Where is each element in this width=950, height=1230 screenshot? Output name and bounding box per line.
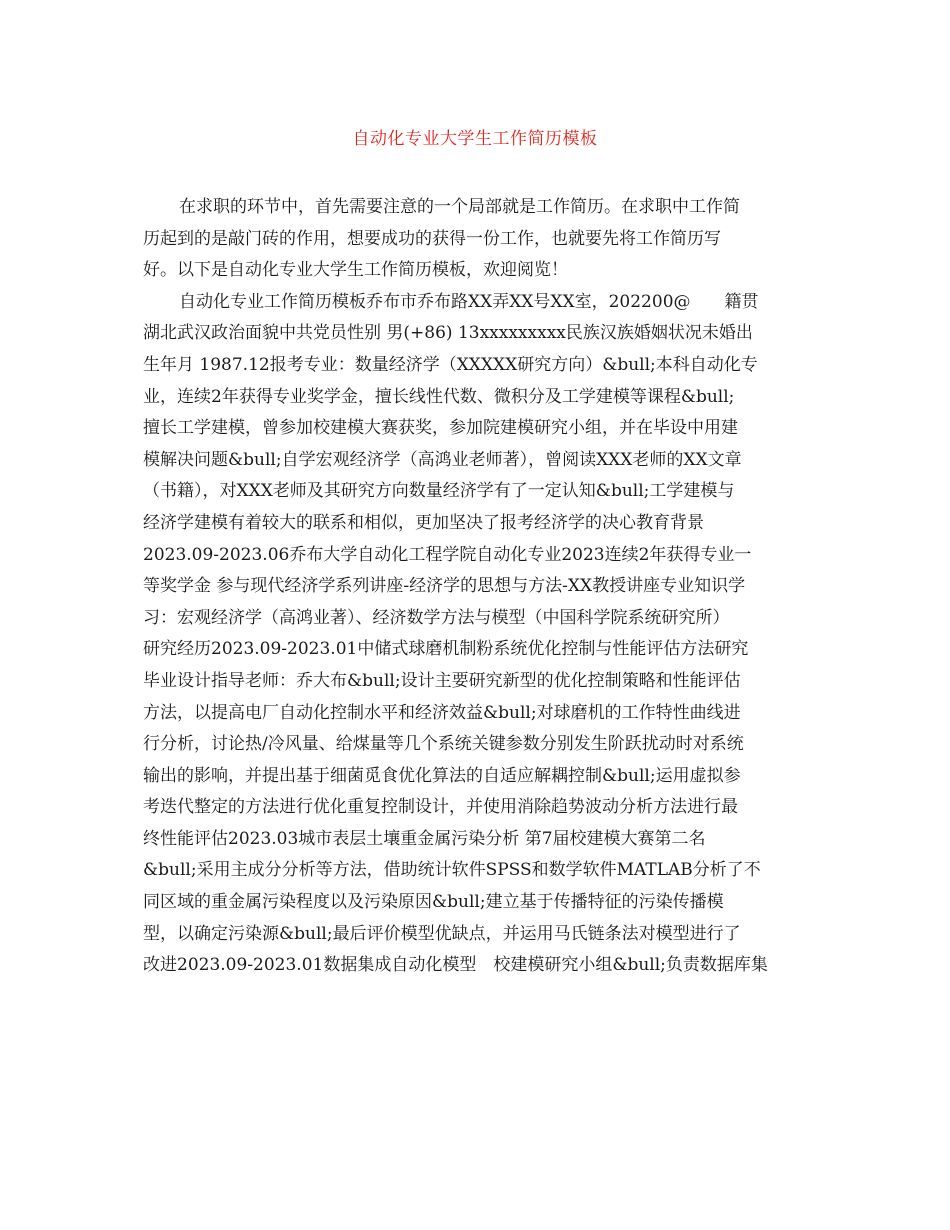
body-line: 历起到的是敲门砖的作用，想要成功的获得一份工作，也就要先将工作简历写 — [143, 228, 721, 249]
body-line: 输出的影响，并提出基于细菌觅食优化算法的自适应解耦控制&bull;运用虚拟参 — [143, 765, 741, 786]
body-line: （书籍），对XXX老师及其研究方向数量经济学有了一定认知&bull;工学建模与 — [143, 481, 735, 502]
body-line: 擅长工学建模，曾参加校建模大赛获奖，参加院建模研究小组，并在毕设中用建 — [143, 418, 738, 439]
body-line: 同区域的重金属污染程度以及污染原因&bull;建立基于传播特征的污染传播模 — [143, 892, 724, 913]
body-line: 生年月 1987.12报考专业：数量经济学（XXXXX研究方向）&bull;本科自动化专 — [143, 354, 758, 375]
body-line: 湖北武汉政治面貌中共党员性别 男(+86) 13xxxxxxxxx民族汉族婚姻状况未婚出 — [143, 323, 753, 344]
body-line: 经济学建模有着较大的联系和相似，更加坚决了报考经济学的决心教育背景 — [143, 512, 704, 533]
body-line: 研究经历2023.09-2023.01中储式球磨机制粉系统优化控制与性能评估方法研究 — [143, 639, 749, 660]
body-line: 业，连续2年获得专业奖学金，擅长线性代数、微积分及工学建模等课程&bull; — [143, 386, 735, 407]
body-line: 习：宏观经济学（高鸿业著）、经济数学方法与模型（中国科学院系统研究所） — [143, 607, 730, 628]
document-title: 自动化专业大学生工作简历模板 — [352, 129, 598, 149]
body-line: 模解决问题&bull;自学宏观经济学（高鸿业老师著），曾阅读XXX老师的XX文章 — [143, 449, 742, 470]
body-line: 型，以确定污染源&bull;最后评价模型优缺点，并运用马氏链条法对模型进行了 — [143, 923, 741, 944]
body-line: &bull;采用主成分分析等方法，借助统计软件SPSS和数学软件MATLAB分析了不 — [143, 860, 761, 881]
document-body — [143, 192, 811, 982]
body-line: 在求职的环节中，首先需要注意的一个局部就是工作简历。在求职中工作简 — [179, 197, 740, 217]
body-line: 自动化专业工作简历模板乔布市乔布路XX弄XX号XX室，202200@ 籍贯 — [179, 291, 759, 312]
body-line: 考迭代整定的方法进行优化重复控制设计，并使用消除趋势波动分析方法进行最 — [143, 797, 738, 818]
body-line: 改进2023.09-2023.01数据集成自动化模型 校建模研究小组&bull;负责数据库集 — [143, 955, 768, 976]
body-line: 好。以下是自动化专业大学生工作简历模板，欢迎阅览！ — [143, 260, 568, 281]
body-line: 2023.09-2023.06乔布大学自动化工程学院自动化专业2023连续2年获得专业一 — [143, 544, 752, 565]
body-line: 行分析，讨论热/冷风量、给煤量等几个系统关键参数分别发生阶跃扰动时对系统 — [143, 734, 744, 755]
body-line: 终性能评估2023.03城市表层土壤重金属污染分析 第7届校建模大赛第二名 — [143, 828, 706, 849]
body-line: 毕业设计指导老师：乔大布&bull;设计主要研究新型的优化控制策略和性能评估 — [143, 670, 741, 691]
body-line: 方法，以提高电厂自动化控制水平和经济效益&bull;对球磨机的工作特性曲线进 — [143, 702, 741, 723]
body-line: 等奖学金 参与现代经济学系列讲座-经济学的思想与方法-XX教授讲座专业知识学 — [143, 576, 746, 597]
